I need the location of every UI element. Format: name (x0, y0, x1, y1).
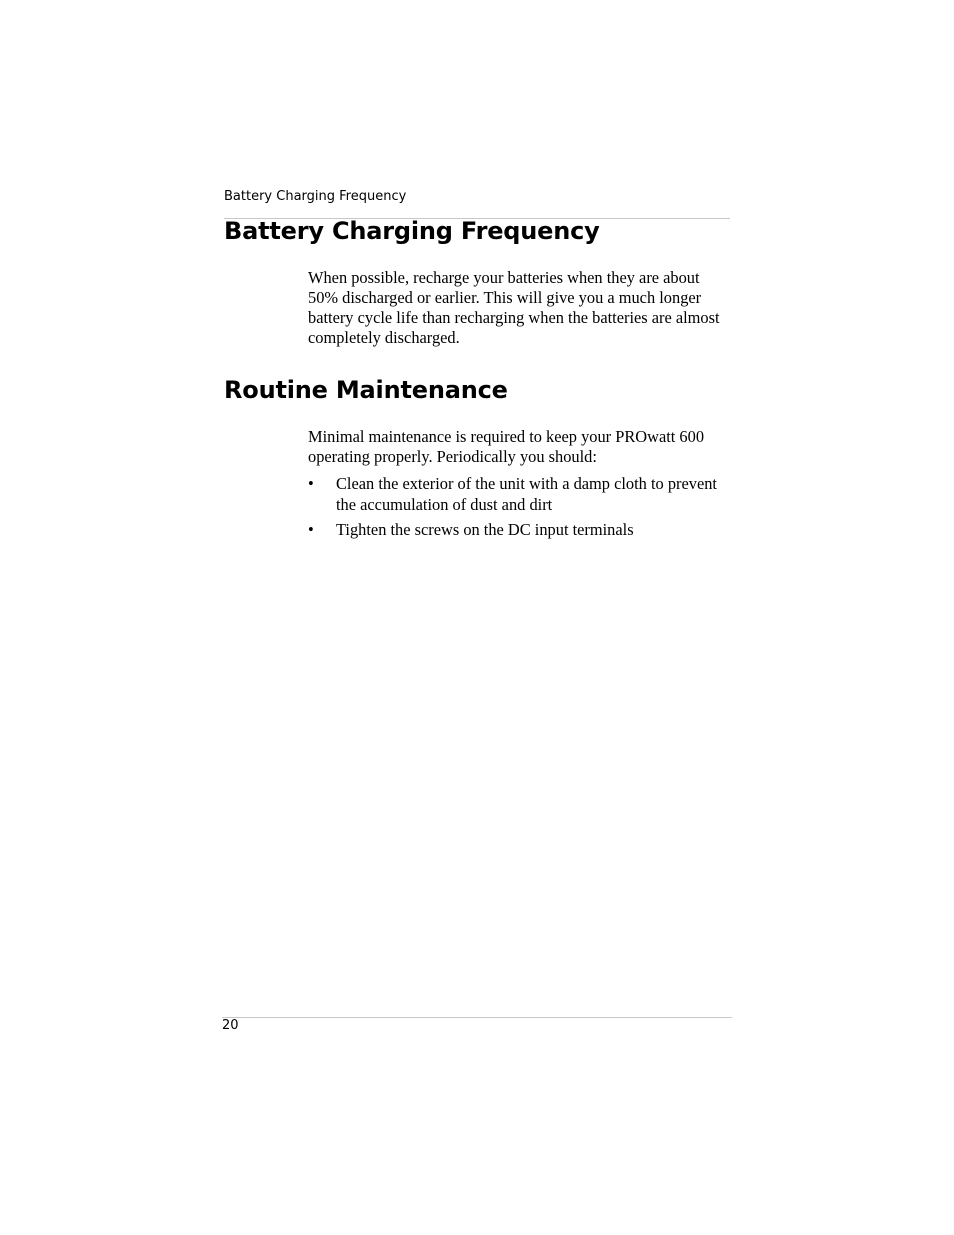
maintenance-bullet-list (308, 473, 730, 544)
footer-divider (222, 1017, 732, 1018)
battery-charging-paragraph: When possible, recharge your batteries when they are about 50% discharged or earlier. This will give you a much longer battery cycle life than recharging when the batteries are almost completely discharged. (308, 268, 720, 347)
section-heading-battery-charging-frequency: Battery Charging Frequency (224, 217, 600, 245)
list-item (308, 473, 730, 515)
list-item-text: Tighten the screws on the DC input terminals (336, 520, 634, 539)
routine-maintenance-paragraph: Minimal maintenance is required to keep your PROwatt 600 operating properly. Periodically you should: (308, 427, 705, 466)
page-number: 20 (222, 1018, 239, 1033)
section-heading-routine-maintenance: Routine Maintenance (224, 376, 508, 404)
list-item (308, 519, 730, 540)
bullet-icon: • (308, 474, 314, 493)
running-header: Battery Charging Frequency (224, 189, 407, 204)
bullet-icon: • (308, 520, 314, 539)
list-item-text: Clean the exterior of the unit with a damp cloth to prevent the accumulation of dust and dirt (336, 474, 717, 514)
